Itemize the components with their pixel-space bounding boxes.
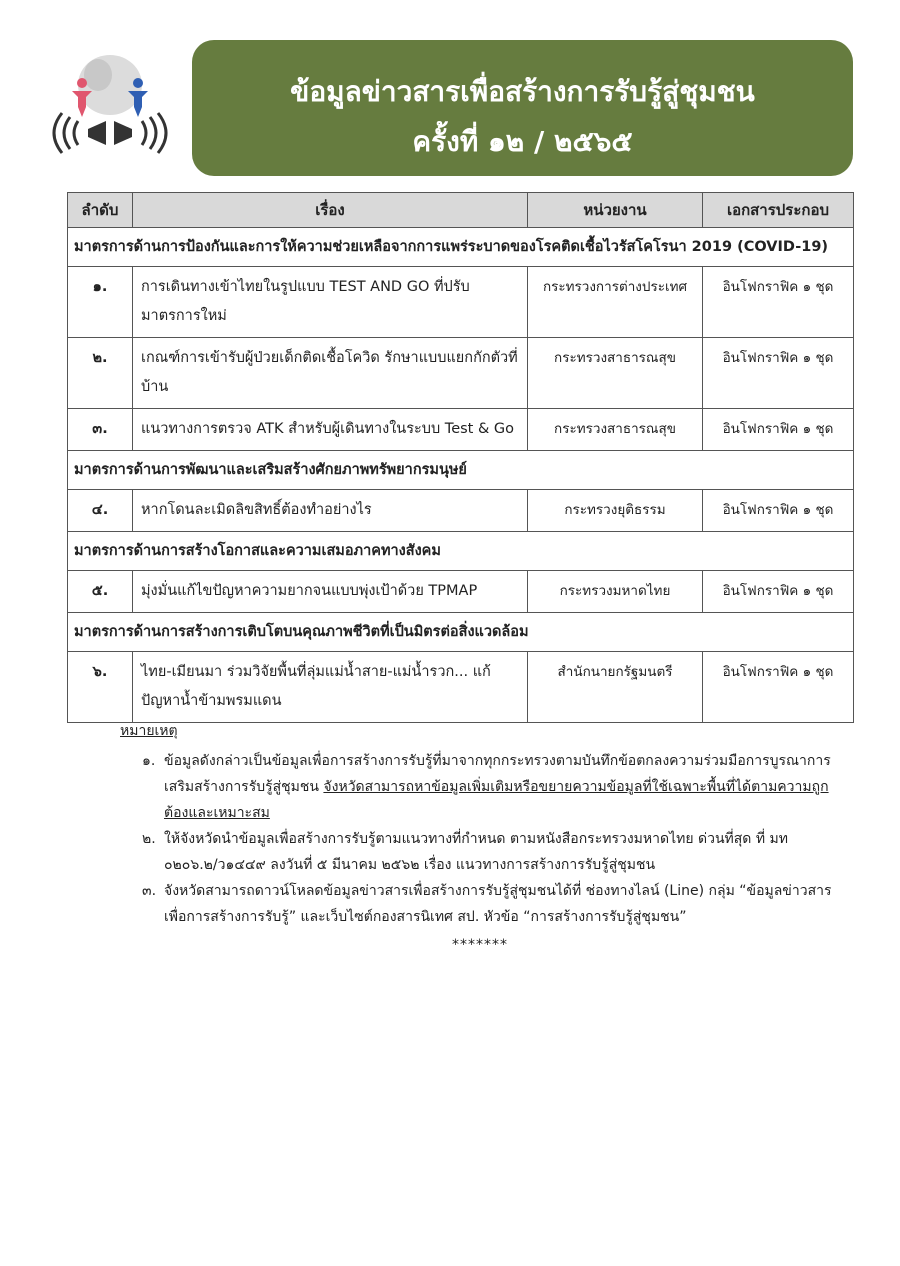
col-header-attachment: เอกสารประกอบ: [703, 193, 854, 228]
row-attachment: อินโฟกราฟิค ๑ ชุด: [703, 571, 854, 613]
row-topic: มุ่งมั่นแก้ไขปัญหาความยากจนแบบพุ่งเป้าด้วย TPMAP: [133, 571, 528, 613]
row-attachment: อินโฟกราฟิค ๑ ชุด: [703, 652, 854, 723]
section-title: มาตรการด้านการพัฒนาและเสริมสร้างศักยภาพทรัพยากรมนุษย์: [68, 451, 854, 490]
row-agency: สำนักนายกรัฐมนตรี: [528, 652, 703, 723]
table-row: [68, 571, 854, 613]
document-title: ข้อมูลข่าวสารเพื่อสร้างการรับรู้สู่ชุมชน: [290, 75, 755, 108]
row-number: ๕.: [68, 571, 133, 613]
section-title: มาตรการด้านการสร้างโอกาสและความเสมอภาคทางสังคม: [68, 532, 854, 571]
community-logo-icon: [40, 45, 180, 160]
section-title: มาตรการด้านการสร้างการเติบโตบนคุณภาพชีวิตที่เป็นมิตรต่อสิ่งแวดล้อม: [68, 613, 854, 652]
issue-number: ครั้งที่ ๑๒ / ๒๕๖๕: [412, 125, 633, 158]
row-topic: การเดินทางเข้าไทยในรูปแบบ TEST AND GO ที่ปรับมาตรการใหม่: [133, 267, 528, 338]
table-row: [68, 338, 854, 409]
row-topic: หากโดนละเมิดลิขสิทธิ์ต้องทำอย่างไร: [133, 490, 528, 532]
row-attachment: อินโฟกราฟิค ๑ ชุด: [703, 267, 854, 338]
row-number: ๒.: [68, 338, 133, 409]
row-attachment: อินโฟกราฟิค ๑ ชุด: [703, 338, 854, 409]
notes-section: [120, 718, 840, 958]
row-topic: ไทย-เมียนมา ร่วมวิจัยพื้นที่ลุ่มแม่น้ำสาย-แม่น้ำรวก... แก้ปัญหาน้ำข้ามพรมแดน: [133, 652, 528, 723]
note-item: [142, 878, 840, 930]
note-number: ๓.: [142, 883, 157, 899]
row-topic: แนวทางการตรวจ ATK สำหรับผู้เดินทางในระบบ Test & Go: [133, 409, 528, 451]
col-header-topic: เรื่อง: [133, 193, 528, 228]
row-agency: กระทรวงการต่างประเทศ: [528, 267, 703, 338]
section-row: [68, 613, 854, 652]
note-item: [142, 826, 840, 878]
note-text: [164, 748, 840, 826]
end-mark: *******: [452, 937, 508, 953]
table-row: [68, 267, 854, 338]
row-topic: เกณฑ์การเข้ารับผู้ป่วยเด็กติดเชื้อโควิด รักษาแบบแยกกักตัวที่บ้าน: [133, 338, 528, 409]
row-agency: กระทรวงมหาดไทย: [528, 571, 703, 613]
notes-title: หมายเหตุ: [120, 723, 178, 739]
row-agency: กระทรวงยุติธรรม: [528, 490, 703, 532]
section-row: [68, 451, 854, 490]
header-banner: [192, 40, 853, 176]
section-title: มาตรการด้านการป้องกันและการให้ความช่วยเหลือจากการแพร่ระบาดของโรคติดเชื้อไวรัสโคโรนา 2019 (COVID-19): [68, 228, 854, 267]
row-attachment: อินโฟกราฟิค ๑ ชุด: [703, 490, 854, 532]
section-row: [68, 532, 854, 571]
note-item: [142, 748, 840, 826]
row-number: ๑.: [68, 267, 133, 338]
table-row: [68, 652, 854, 723]
note-number: ๑.: [142, 753, 156, 769]
table-row: [68, 409, 854, 451]
row-attachment: อินโฟกราฟิค ๑ ชุด: [703, 409, 854, 451]
row-number: ๔.: [68, 490, 133, 532]
col-header-no: ลำดับ: [68, 193, 133, 228]
row-agency: กระทรวงสาธารณสุข: [528, 338, 703, 409]
note-text: จังหวัดสามารถดาวน์โหลดข้อมูลข่าวสารเพื่อสร้างการรับรู้สู่ชุมชนได้ที่ ช่องทางไลน์ (Line) กลุ่ม “ข้อมูลข่าวสารเพื่อการสร้างการรับรู้” และเว็บไซต์กองสารนิเทศ สป. หัวข้อ “การสร้างการรับรู้สู่ชุมชน”: [164, 883, 832, 925]
col-header-agency: หน่วยงาน: [528, 193, 703, 228]
note-number: ๒.: [142, 831, 156, 847]
table-row: [68, 490, 854, 532]
row-agency: กระทรวงสาธารณสุข: [528, 409, 703, 451]
note-text-plain: ข้อมูลดังกล่าวเป็นข้อมูลเพื่อการสร้างการรับรู้ที่มาจากทุกกระทรวงตามบันทึกข้อตกลงความร่วมมือการบูรณาการเสริมสร้างการรับรู้สู่ชุมชน: [164, 753, 831, 795]
row-number: ๖.: [68, 652, 133, 723]
note-text-underlined: จังหวัดสามารถหาข้อมูลเพิ่มเติมหรือขยายความข้อมูลที่ใช้เฉพาะพื้นที่ได้ตามความถูกต้องและเหมาะสม: [164, 779, 829, 821]
topics-table: [67, 192, 854, 723]
note-text: ให้จังหวัดนำข้อมูลเพื่อสร้างการรับรู้ตามแนวทางที่กำหนด ตามหนังสือกระทรวงมหาดไทย ด่วนที่สุด ที่ มท ๐๒๐๖.๒/ว๑๔๔๙ ลงวันที่ ๕ มีนาคม ๒๕๖๒ เรื่อง แนวทางการสร้างการรับรู้สู่ชุมชน: [164, 831, 788, 873]
table-header-row: [68, 193, 854, 228]
section-row: [68, 228, 854, 267]
row-number: ๓.: [68, 409, 133, 451]
